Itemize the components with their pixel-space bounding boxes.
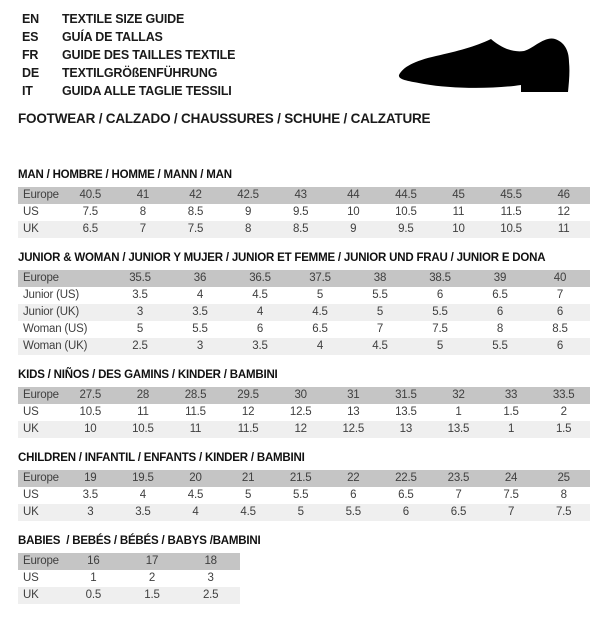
- size-cell: 4.5: [252, 289, 268, 301]
- size-cell: 31.5: [395, 389, 417, 401]
- row-label: UK: [23, 423, 39, 435]
- row-label: Europe: [23, 189, 59, 201]
- language-label: TEXTILGRÖßENFÜHRUNG: [62, 66, 218, 80]
- size-cell: 8.5: [187, 206, 204, 218]
- size-table-kids: [18, 387, 590, 438]
- size-tables: [18, 169, 590, 618]
- size-cell: 5: [316, 289, 324, 301]
- size-cell: 36: [193, 272, 207, 284]
- section-title: JUNIOR & WOMAN / JUNIOR Y MUJER / JUNIOR ET FEMME / JUNIOR UND FRAU / JUNIOR E DONA: [18, 252, 546, 264]
- size-cell: 6: [556, 340, 564, 352]
- size-cell: 3.5: [135, 506, 151, 518]
- size-cell: 43: [294, 189, 307, 201]
- size-cell: 4.5: [187, 489, 204, 501]
- size-cell: 16: [87, 555, 100, 567]
- size-cell: 8: [560, 489, 567, 501]
- row-label: Europe: [23, 472, 59, 484]
- size-cell: 38: [373, 272, 387, 284]
- size-cell: 19.5: [132, 472, 154, 484]
- size-cell: 2: [148, 572, 156, 584]
- size-cell: 7: [376, 323, 384, 335]
- size-cell: 3: [136, 306, 144, 318]
- size-cell: 10: [347, 206, 360, 218]
- size-cell: 21.5: [289, 472, 312, 484]
- size-cell: 42.5: [237, 189, 259, 201]
- table-row: [18, 504, 590, 521]
- size-cell: 22: [347, 472, 360, 484]
- size-cell: 1.5: [144, 589, 160, 601]
- size-cell: 11.5: [185, 406, 206, 418]
- size-cell: 29.5: [237, 389, 259, 401]
- size-cell: 28.5: [184, 389, 207, 401]
- size-cell: 46: [557, 189, 570, 201]
- size-table-children: [18, 470, 590, 521]
- table-row: [18, 470, 590, 487]
- size-cell: 5.5: [372, 289, 388, 301]
- size-cell: 37.5: [309, 272, 331, 284]
- row-label: US: [23, 489, 39, 501]
- size-cell: 8.5: [552, 323, 568, 335]
- size-cell: 12.5: [342, 423, 365, 435]
- table-row: [18, 404, 590, 421]
- size-cell: 44.5: [395, 189, 417, 201]
- language-header: [22, 10, 235, 100]
- language-row-de: [22, 64, 235, 82]
- size-table-man: [18, 187, 590, 238]
- row-label: Junior (UK): [23, 306, 79, 318]
- size-section-kids: [18, 369, 590, 438]
- size-cell: 9: [350, 223, 357, 235]
- size-cell: 3.5: [252, 340, 268, 352]
- row-label: US: [23, 406, 39, 418]
- size-cell: 5: [136, 323, 144, 335]
- size-table-babies: [18, 553, 240, 604]
- size-cell: 4.5: [372, 340, 388, 352]
- section-title: MAN / HOMBRE / HOMME / MANN / MAN: [18, 169, 232, 181]
- size-cell: 11: [557, 223, 570, 235]
- size-cell: 33: [504, 389, 518, 401]
- size-cell: 5: [244, 489, 252, 501]
- section-title: CHILDREN / INFANTIL / ENFANTS / KINDER / BAMBINI: [18, 452, 305, 464]
- size-cell: 1: [90, 572, 97, 584]
- table-row: [18, 570, 240, 587]
- size-cell: 3: [196, 340, 204, 352]
- size-cell: 5: [297, 506, 304, 518]
- size-cell: 6: [350, 489, 357, 501]
- size-cell: 1: [507, 423, 515, 435]
- table-row: [18, 553, 240, 570]
- table-row: [18, 270, 590, 287]
- size-cell: 13: [399, 423, 413, 435]
- size-cell: 39: [493, 272, 507, 284]
- size-cell: 6: [256, 323, 264, 335]
- language-row-en: [22, 10, 235, 28]
- size-cell: 24: [504, 472, 518, 484]
- language-code: DE: [22, 66, 39, 80]
- size-cell: 12.5: [289, 406, 312, 418]
- size-cell: 17: [145, 555, 159, 567]
- size-cell: 4.5: [240, 506, 256, 518]
- size-cell: 25: [557, 472, 570, 484]
- table-row: [18, 387, 590, 404]
- size-cell: 5.5: [492, 340, 508, 352]
- row-label: Woman (UK): [23, 340, 88, 352]
- size-cell: 1.5: [555, 423, 572, 435]
- size-table-junior-woman: [18, 270, 590, 355]
- size-cell: 4.5: [312, 306, 328, 318]
- row-label: Europe: [23, 272, 59, 284]
- size-cell: 4: [316, 340, 324, 352]
- size-cell: 10: [84, 423, 97, 435]
- size-cell: 7.5: [555, 506, 572, 518]
- size-cell: 2.5: [132, 340, 148, 352]
- dress-shoe-icon: [394, 22, 576, 106]
- size-section-man: [18, 169, 590, 238]
- size-cell: 12: [241, 406, 255, 418]
- size-cell: 6: [556, 306, 564, 318]
- size-cell: 42: [189, 189, 202, 201]
- size-cell: 19: [84, 472, 97, 484]
- row-label: UK: [23, 506, 39, 518]
- table-row: [18, 487, 590, 504]
- category-title: FOOTWEAR / CALZADO / CHAUSSURES / SCHUHE / CALZATURE: [18, 111, 431, 126]
- size-cell: 7.5: [432, 323, 448, 335]
- size-cell: 13.5: [447, 423, 470, 435]
- row-label: US: [23, 572, 39, 584]
- size-cell: 11.5: [500, 206, 522, 218]
- size-cell: 11: [452, 206, 465, 218]
- size-cell: 4: [139, 489, 146, 501]
- size-cell: 3: [207, 572, 214, 584]
- size-cell: 2.5: [202, 589, 219, 601]
- size-cell: 0.5: [85, 589, 102, 601]
- size-section-junior-woman: [18, 252, 590, 355]
- size-cell: 3: [87, 506, 94, 518]
- size-cell: 3.5: [192, 306, 208, 318]
- size-cell: 5: [436, 340, 444, 352]
- size-cell: 10.5: [132, 423, 154, 435]
- size-cell: 1.5: [503, 406, 519, 418]
- size-cell: 3.5: [132, 289, 148, 301]
- size-cell: 7: [556, 289, 564, 301]
- size-cell: 40.5: [79, 189, 102, 201]
- size-cell: 7.5: [503, 489, 519, 501]
- size-cell: 18: [204, 555, 217, 567]
- size-cell: 6: [436, 289, 444, 301]
- size-cell: 21: [241, 472, 255, 484]
- size-cell: 12: [294, 423, 307, 435]
- size-cell: 6.5: [398, 489, 414, 501]
- size-cell: 10: [452, 223, 465, 235]
- size-cell: 12: [557, 206, 570, 218]
- size-cell: 7.5: [82, 206, 98, 218]
- table-row: [18, 221, 590, 238]
- table-row: [18, 338, 590, 355]
- size-cell: 22.5: [395, 472, 417, 484]
- size-cell: 40: [553, 272, 567, 284]
- language-code: EN: [22, 12, 39, 26]
- size-cell: 35.5: [129, 272, 151, 284]
- table-row: [18, 204, 590, 221]
- size-cell: 5.5: [432, 306, 448, 318]
- table-row: [18, 587, 240, 604]
- size-cell: 7: [455, 489, 462, 501]
- size-section-children: [18, 452, 590, 521]
- size-cell: 6.5: [312, 323, 328, 335]
- language-label: GUIDE DES TAILLES TEXTILE: [62, 48, 236, 62]
- size-cell: 13.5: [395, 406, 417, 418]
- size-cell: 9: [244, 206, 252, 218]
- size-section-babies: [18, 535, 590, 604]
- size-cell: 1: [455, 406, 462, 418]
- size-cell: 10.5: [79, 406, 102, 418]
- size-cell: 33.5: [552, 389, 575, 401]
- table-row: [18, 304, 590, 321]
- size-cell: 5.5: [345, 506, 361, 518]
- size-cell: 6.5: [450, 506, 467, 518]
- language-label: GUÍA DE TALLAS: [62, 30, 163, 44]
- size-cell: 6: [496, 306, 504, 318]
- size-cell: 4: [256, 306, 264, 318]
- size-cell: 7.5: [187, 223, 204, 235]
- size-cell: 28: [136, 389, 150, 401]
- size-cell: 4: [196, 289, 204, 301]
- size-cell: 9.5: [398, 223, 414, 235]
- section-title: BABIES / BEBÉS / BÉBÉS / BABYS /BAMBINI: [18, 535, 261, 547]
- size-cell: 8: [139, 206, 146, 218]
- size-cell: 8: [244, 223, 252, 235]
- size-cell: 5.5: [292, 489, 309, 501]
- language-row-it: [22, 82, 235, 100]
- size-cell: 23.5: [447, 472, 470, 484]
- size-cell: 27.5: [79, 389, 102, 401]
- size-cell: 6.5: [82, 223, 98, 235]
- size-cell: 38.5: [429, 272, 451, 284]
- table-row: [18, 187, 590, 204]
- size-cell: 44: [347, 189, 360, 201]
- row-label: Europe: [23, 555, 59, 567]
- language-code: FR: [22, 48, 39, 62]
- size-cell: 9.5: [292, 206, 309, 218]
- size-cell: 7: [507, 506, 515, 518]
- size-cell: 4: [192, 506, 199, 518]
- size-cell: 3.5: [82, 489, 98, 501]
- size-cell: 10.5: [500, 223, 522, 235]
- size-cell: 31: [347, 389, 360, 401]
- language-row-fr: [22, 46, 235, 64]
- row-label: UK: [23, 589, 39, 601]
- row-label: Woman (US): [23, 323, 88, 335]
- language-row-es: [22, 28, 235, 46]
- row-label: UK: [23, 223, 39, 235]
- size-cell: 11: [137, 406, 149, 418]
- size-cell: 45.5: [500, 189, 522, 201]
- language-code: ES: [22, 30, 39, 44]
- size-cell: 7: [139, 223, 146, 235]
- size-cell: 5.5: [192, 323, 208, 335]
- size-cell: 10.5: [395, 206, 417, 218]
- size-cell: 6.5: [492, 289, 508, 301]
- row-label: Junior (US): [23, 289, 79, 301]
- size-cell: 2: [560, 406, 567, 418]
- size-cell: 30: [294, 389, 307, 401]
- size-cell: 36.5: [249, 272, 271, 284]
- table-row: [18, 421, 590, 438]
- size-cell: 5: [376, 306, 384, 318]
- size-cell: 11: [189, 423, 202, 435]
- size-cell: 32: [452, 389, 465, 401]
- language-code: IT: [22, 84, 33, 98]
- row-label: Europe: [23, 389, 59, 401]
- size-cell: 41: [136, 189, 150, 201]
- size-cell: 11.5: [237, 423, 259, 435]
- language-label: GUIDA ALLE TAGLIE TESSILI: [62, 84, 232, 98]
- size-cell: 20: [189, 472, 202, 484]
- size-cell: 45: [452, 189, 465, 201]
- row-label: US: [23, 206, 39, 218]
- table-row: [18, 321, 590, 338]
- section-title: KIDS / NIÑOS / DES GAMINS / KINDER / BAMBINI: [18, 369, 278, 381]
- size-cell: 8.5: [292, 223, 309, 235]
- language-label: TEXTILE SIZE GUIDE: [62, 12, 185, 26]
- size-cell: 6: [402, 506, 409, 518]
- size-cell: 8: [496, 323, 504, 335]
- size-cell: 13: [347, 406, 360, 418]
- table-row: [18, 287, 590, 304]
